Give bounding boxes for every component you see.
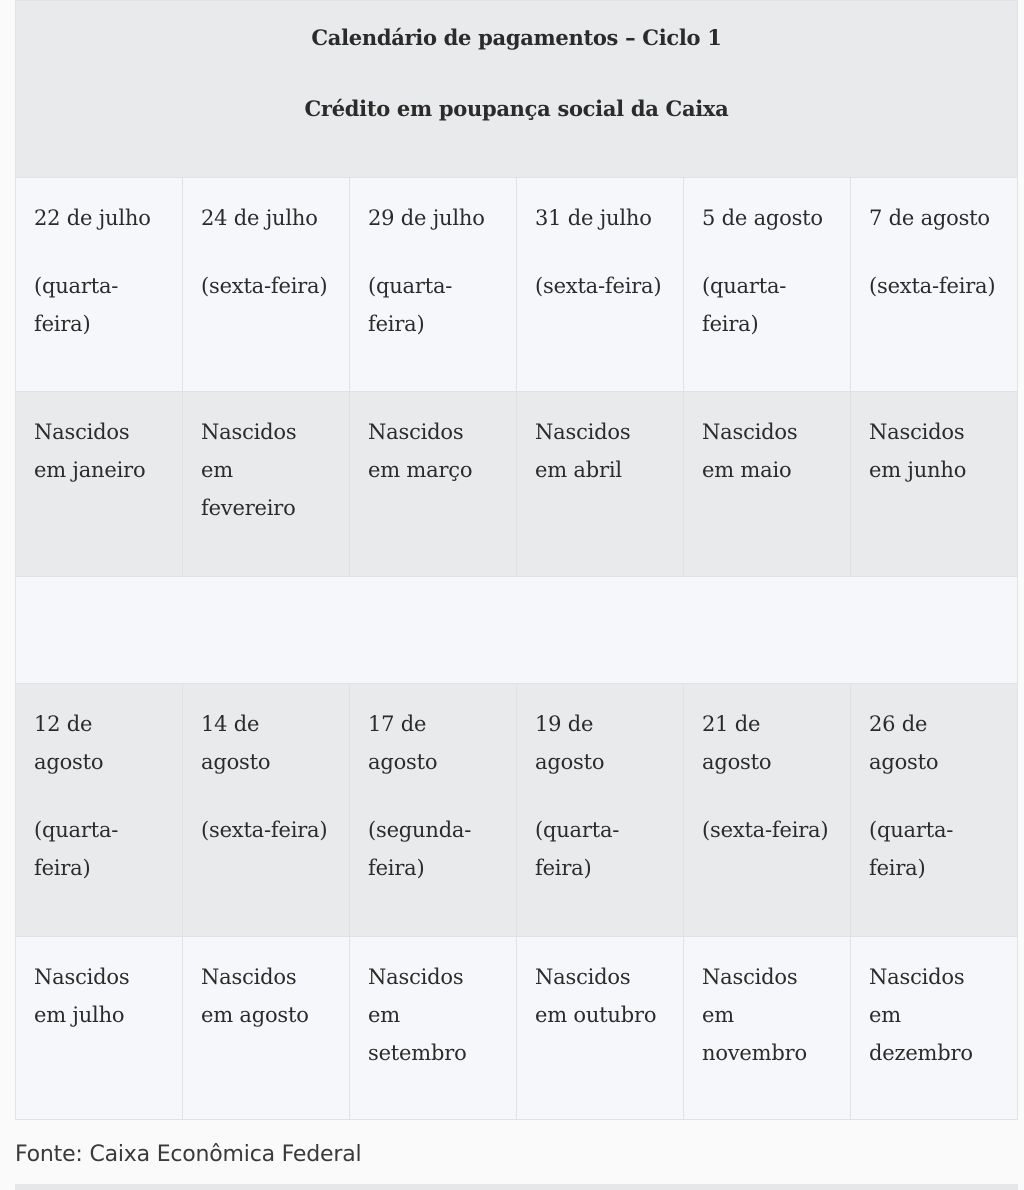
weekday-text: (sexta-feira)	[201, 274, 328, 298]
weekday-text: (quarta-	[34, 274, 119, 298]
payment-date: agosto	[368, 750, 438, 774]
date-cell-content	[16, 178, 182, 343]
date-cell-content	[684, 178, 850, 343]
date-cell	[517, 178, 684, 392]
birth-month-content	[350, 937, 516, 1072]
date-cell	[16, 178, 183, 392]
birth-month-cell	[16, 392, 183, 577]
birth-month-text: Nascidos	[201, 965, 297, 989]
date-cell-content	[851, 178, 1017, 305]
source-caption: Fonte: Caixa Econômica Federal	[15, 1142, 362, 1167]
weekday-text: (quarta-	[702, 274, 787, 298]
title-cell	[16, 1, 1018, 178]
birth-month-content	[183, 937, 349, 1034]
birth-month-text: em maio	[702, 458, 792, 482]
weekday-text: (quarta-	[34, 818, 119, 842]
weekday-text: feira)	[34, 312, 91, 336]
weekday-text: (sexta-feira)	[535, 274, 662, 298]
birth-month-text: em	[368, 1003, 400, 1027]
payment-date: 29 de julho	[368, 206, 485, 230]
birth-month-text: em junho	[869, 458, 967, 482]
dates-row-2	[16, 684, 1018, 937]
birth-month-content	[517, 392, 683, 489]
births-row-1	[16, 392, 1018, 577]
birth-month-text: em janeiro	[34, 458, 146, 482]
payment-date: agosto	[201, 750, 271, 774]
payment-date: 17 de	[368, 712, 427, 736]
birth-month-content	[684, 392, 850, 489]
weekday-text: feira)	[368, 856, 425, 880]
weekday-text: feira)	[535, 856, 592, 880]
birth-month-cell	[350, 937, 517, 1120]
payment-date: 12 de	[34, 712, 93, 736]
weekday-label	[34, 267, 164, 343]
date-cell-content	[350, 178, 516, 343]
date-cell-content	[851, 684, 1017, 887]
birth-month-text: em julho	[34, 1003, 125, 1027]
birth-month-text: Nascidos	[702, 965, 798, 989]
birth-month-cell	[16, 937, 183, 1120]
birth-month-cell	[350, 392, 517, 577]
spacer-row	[16, 577, 1018, 684]
birth-month-text: setembro	[368, 1041, 467, 1065]
weekday-text: feira)	[34, 856, 91, 880]
birth-month-text: novembro	[702, 1041, 807, 1065]
payment-date: 31 de julho	[535, 206, 652, 230]
dates-row-1	[16, 178, 1018, 392]
date-cell-content	[183, 178, 349, 305]
birth-month-text: Nascidos	[368, 420, 464, 444]
bottom-divider	[15, 1184, 1018, 1190]
date-cell	[16, 684, 183, 937]
birth-month-content	[684, 937, 850, 1072]
weekday-label	[535, 811, 665, 887]
weekday-text: (quarta-	[368, 274, 453, 298]
birth-month-content	[350, 392, 516, 489]
weekday-text: (quarta-	[535, 818, 620, 842]
birth-month-text: em	[702, 1003, 734, 1027]
payment-date: 19 de agosto	[535, 712, 605, 774]
birth-month-text: em março	[368, 458, 473, 482]
birth-month-text: fevereiro	[201, 496, 296, 520]
date-cell	[350, 684, 517, 937]
birth-month-cell	[183, 392, 350, 577]
date-cell-content	[350, 684, 516, 887]
birth-month-cell	[684, 937, 851, 1120]
weekday-text: (sexta-feira)	[869, 274, 996, 298]
birth-month-content	[16, 392, 182, 489]
birth-month-text: em abril	[535, 458, 622, 482]
payment-date: 5 de agosto	[702, 206, 823, 230]
date-cell-content	[183, 684, 349, 849]
weekday-text: (quarta-	[869, 818, 954, 842]
birth-month-content	[851, 937, 1017, 1072]
birth-month-text: Nascidos	[535, 965, 631, 989]
payment-date: 21 de agosto	[702, 712, 772, 774]
weekday-label	[535, 267, 665, 305]
birth-month-content	[16, 937, 182, 1034]
birth-month-text: Nascidos	[34, 420, 130, 444]
births-row-2	[16, 937, 1018, 1120]
weekday-text: feira)	[368, 312, 425, 336]
weekday-label	[368, 811, 498, 887]
weekday-label	[34, 811, 164, 887]
birth-month-content	[183, 392, 349, 527]
date-cell	[517, 684, 684, 937]
birth-month-cell	[183, 937, 350, 1120]
payment-date: agosto	[34, 750, 104, 774]
weekday-label	[869, 811, 999, 887]
date-cell-content	[517, 178, 683, 305]
birth-month-text: em	[869, 1003, 901, 1027]
title-row	[16, 1, 1018, 178]
weekday-label	[702, 267, 832, 343]
weekday-label	[201, 811, 331, 849]
birth-month-text: Nascidos	[201, 420, 297, 444]
birth-month-cell	[851, 392, 1018, 577]
weekday-text: (segunda-	[368, 818, 472, 842]
table-subtitle: Crédito em poupança social da Caixa	[304, 96, 729, 121]
birth-month-text: Nascidos	[702, 420, 798, 444]
payment-date: 24 de julho	[201, 206, 318, 230]
birth-month-cell	[684, 392, 851, 577]
date-cell-content	[517, 684, 683, 887]
birth-month-text: dezembro	[869, 1041, 973, 1065]
birth-month-text: Nascidos	[869, 965, 965, 989]
weekday-label	[201, 267, 331, 305]
date-cell	[183, 684, 350, 937]
weekday-label	[702, 811, 832, 849]
weekday-text: (sexta-feira)	[702, 818, 829, 842]
birth-month-cell	[517, 937, 684, 1120]
birth-month-text: Nascidos	[869, 420, 965, 444]
birth-month-text: em agosto	[201, 1003, 309, 1027]
birth-month-text: Nascidos	[535, 420, 631, 444]
date-cell	[851, 684, 1018, 937]
payment-date: 14 de	[201, 712, 260, 736]
birth-month-text: Nascidos	[368, 965, 464, 989]
weekday-label	[368, 267, 498, 343]
weekday-text: feira)	[869, 856, 926, 880]
birth-month-content	[851, 392, 1017, 489]
weekday-label	[869, 267, 999, 305]
payment-date: 22 de julho	[34, 206, 151, 230]
table-title: Calendário de pagamentos – Ciclo 1	[311, 25, 722, 50]
weekday-text: feira)	[702, 312, 759, 336]
birth-month-cell	[517, 392, 684, 577]
birth-month-text: em	[201, 458, 233, 482]
date-cell	[350, 178, 517, 392]
date-cell	[684, 178, 851, 392]
date-cell-content	[16, 684, 182, 887]
birth-month-content	[517, 937, 683, 1034]
birth-month-text: em outubro	[535, 1003, 657, 1027]
birth-month-cell	[851, 937, 1018, 1120]
payment-date: 7 de agosto	[869, 206, 990, 230]
payment-calendar-table	[15, 0, 1018, 1120]
date-cell-content	[684, 684, 850, 849]
spacer-cell	[16, 577, 1018, 684]
date-cell	[684, 684, 851, 937]
date-cell	[851, 178, 1018, 392]
date-cell	[183, 178, 350, 392]
weekday-text: (sexta-feira)	[201, 818, 328, 842]
birth-month-text: Nascidos	[34, 965, 130, 989]
payment-date: 26 de agosto	[869, 712, 939, 774]
